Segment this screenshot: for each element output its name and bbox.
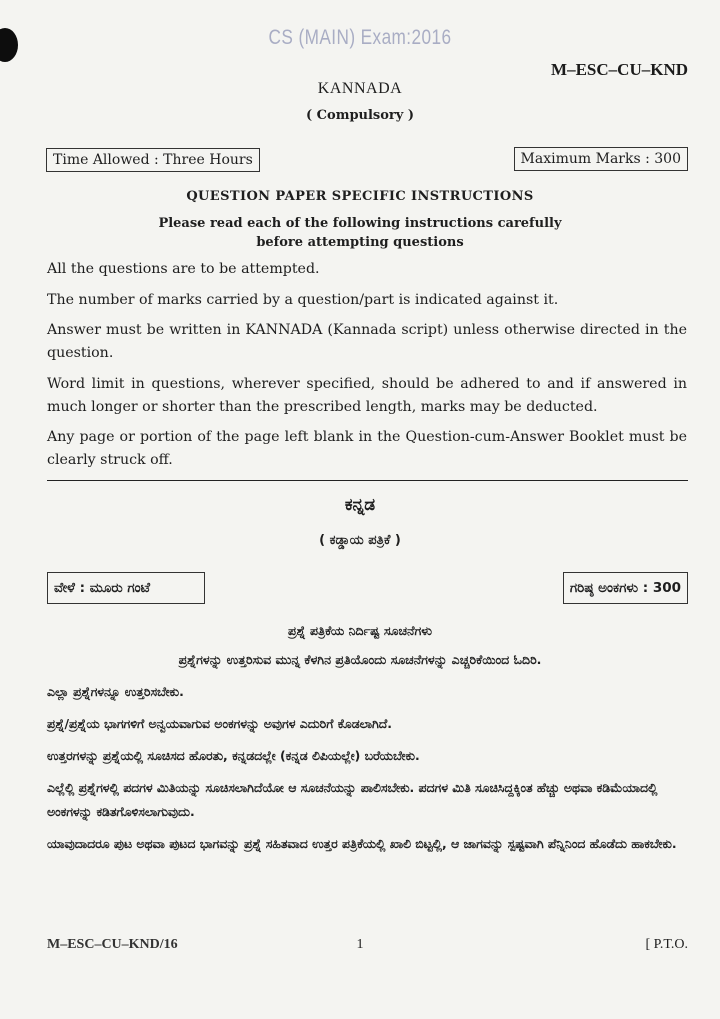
kannada-instructions-subheading: ಪ್ರಶ್ನೆಗಳನ್ನು ಉತ್ತರಿಸುವ ಮುನ್ನ ಕೆಳಗಿನ ಪ್ರತಿಯೊಂದು ಸೂಚನೆಗಳನ್ನು ಎಚ್ಚರಿಕೆಯಿಂದ ಓದಿರಿ.: [178, 652, 542, 667]
instruction-item: Any page or portion of the page left blank in the Question-cum-Answer Booklet must be clearly struck off.: [47, 429, 687, 468]
paper-code: M–ESC–CU–KND: [551, 60, 688, 79]
kannada-instruction-item: ಪ್ರಶ್ನೆ/ಪ್ರಶ್ನೆಯ ಭಾಗಗಳಿಗೆ ಅನ್ವಯವಾಗುವ ಅಂಕಗಳನ್ನು ಅವುಗಳ ಎದುರಿಗೆ ಕೊಡಲಾಗಿದೆ.: [47, 716, 392, 731]
section-divider: [47, 480, 688, 481]
kannada-instructions: [47, 680, 692, 864]
subject-title: KANNADA: [317, 80, 403, 97]
instruction-item: Word limit in questions, wherever specified, should be adhered to and if answered in much longer or shorter than the prescribed length, marks may be deducted.: [47, 375, 687, 415]
kannada-instruction-item: ಉತ್ತರಗಳನ್ನು ಪ್ರಶ್ನೆಯಲ್ಲಿ ಸೂಚಿಸದ ಹೊರತು, ಕನ್ನಡದಲ್ಲೇ (ಕನ್ನಡ ಲಿಪಿಯಲ್ಲೇ) ಬರೆಯಬೇಕು.: [47, 748, 420, 763]
punch-hole-mark: [0, 28, 18, 62]
instructions-heading: QUESTION PAPER SPECIFIC INSTRUCTIONS: [186, 189, 534, 204]
kannada-time-box: ವೇಳೆ : ಮೂರು ಗಂಟೆ: [47, 572, 205, 604]
time-allowed-box: Time Allowed : Three Hours: [46, 148, 260, 172]
kannada-instruction-item: ಯಾವುದಾದರೂ ಪುಟ ಅಥವಾ ಪುಟದ ಭಾಗವನ್ನು ಪ್ರಶ್ನೆ ಸಹಿತವಾದ ಉತ್ತರ ಪತ್ರಿಕೆಯಲ್ಲಿ ಖಾಲಿ ಬಿಟ್ಟಲ್ಲಿ, ಆ ಜಾಗವನ್ನು ಸ್ಪಷ್ಟವಾಗಿ ಪೆನ್ನಿನಿಂದ ಹೊಡೆದು ಹಾಕಬೇಕು.: [47, 836, 677, 851]
kannada-title: ಕನ್ನಡ: [344, 495, 376, 515]
kannada-compulsory-label: ( ಕಡ್ಡಾಯ ಪತ್ರಿಕೆ ): [319, 533, 401, 548]
instruction-item: Answer must be written in KANNADA (Kannada script) unless otherwise directed in the question.: [47, 322, 687, 361]
page-number: 1: [356, 937, 364, 952]
instructions-subheading-line2: before attempting questions: [256, 235, 464, 250]
exam-stamp: CS (MAIN) Exam:2016: [268, 26, 452, 49]
kannada-marks-box: ಗರಿಷ್ಠ ಅಂಕಗಳು : 300: [563, 572, 688, 604]
maximum-marks-box: Maximum Marks : 300: [514, 147, 688, 171]
kannada-instruction-item: ಎಲ್ಲಾ ಪ್ರಶ್ನೆಗಳನ್ನೂ ಉತ್ತರಿಸಬೇಕು.: [47, 684, 184, 699]
pto-label: [ P.T.O.: [645, 937, 688, 952]
kannada-instruction-item: ಎಲ್ಲೆಲ್ಲಿ ಪ್ರಶ್ನೆಗಳಲ್ಲಿ ಪದಗಳ ಮಿತಿಯನ್ನು ಸೂಚಿಸಲಾಗಿದೆಯೋ ಆ ಸೂಚನೆಯನ್ನು ಪಾಲಿಸಬೇಕು. ಪದಗಳ ಮಿತಿ ಸೂಚಿಸಿದ್ದಕ್ಕಿಂತ ಹೆಚ್ಚು ಅಥವಾ ಕಡಿಮೆಯಾದಲ್ಲಿ ಅಂಕಗಳನ್ನು ಕಡಿತಗೊಳಿಸಲಾಗುವುದು.: [47, 780, 658, 819]
english-instructions: [47, 258, 687, 480]
kannada-instructions-heading: ಪ್ರಶ್ನೆ ಪತ್ರಿಕೆಯ ನಿರ್ದಿಷ್ಟ ಸೂಚನೆಗಳು: [288, 623, 432, 638]
instructions-subheading-line1: Please read each of the following instructions carefully: [158, 216, 562, 231]
instruction-item: The number of marks carried by a question/part is indicated against it.: [47, 291, 559, 308]
instruction-item: All the questions are to be attempted.: [47, 261, 320, 277]
compulsory-label: ( Compulsory ): [306, 108, 414, 123]
footer-paper-code: M–ESC–CU–KND/16: [47, 937, 178, 952]
